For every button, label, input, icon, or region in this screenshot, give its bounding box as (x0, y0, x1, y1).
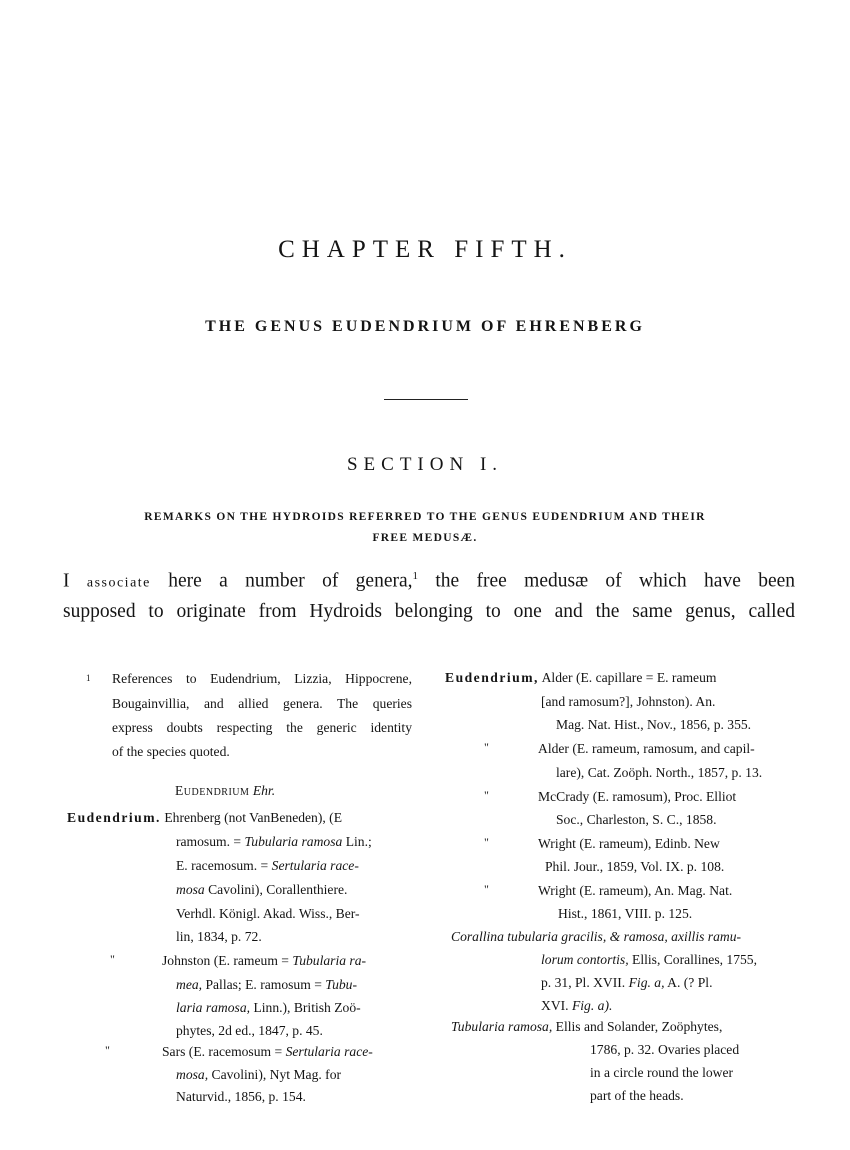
left-e2-l2c: Tubu- (325, 977, 357, 992)
section-subtitle-line2: FREE MEDUSÆ. (372, 532, 478, 544)
right-entry7-line3: in a circle round the lower (590, 1065, 734, 1080)
right-entry2-line2: lare), Cat. Zoöph. North., 1857, p. 13. (556, 765, 763, 780)
right-ditto-3: " (484, 835, 489, 849)
left-e3-l1a: Sars (E. racemosum = (162, 1044, 283, 1059)
left-entry1-line3 (176, 857, 359, 875)
section-subtitle-line1: REMARKS ON THE HYDROIDS REFERRED TO THE GENUS EUDENDRIUM AND THEIR (144, 511, 706, 523)
right-e6-l4a: XVI. (541, 998, 569, 1013)
left-e3-l2a: mosa, (176, 1067, 209, 1082)
body-line-1-end: the free medusæ of which have been (418, 570, 796, 592)
body-line-2: supposed to originate from Hydroids belonging to one and the same genus, called (63, 601, 795, 622)
right-ditto-1: " (484, 740, 489, 754)
body-smallcaps: associate (86, 575, 151, 591)
right-e6-l2b: Ellis, Corallines, 1755, (632, 952, 757, 967)
right-ditto-2: " (484, 788, 489, 802)
right-e6-l4b: Fig. a). (571, 998, 613, 1013)
right-e7-l1b: Ellis and Solander, Zoöphytes, (555, 1019, 723, 1034)
heading-author: Ehr. (252, 783, 276, 798)
left-entry1-line5: Verhdl. Königl. Akad. Wiss., Ber- (176, 906, 360, 921)
right-entry7-line1 (451, 1018, 722, 1036)
right-entry1-line1 (445, 669, 716, 687)
right-entry5-line2: Hist., 1861, VIII. p. 125. (558, 906, 693, 921)
left-entry1-line2 (176, 833, 372, 851)
left-e1-l3b: Sertularia race- (271, 858, 359, 873)
right-entry5-line1: Wright (E. rameum), An. Mag. Nat. (538, 883, 733, 898)
body-line-1-text: here a number of genera, (150, 570, 413, 592)
left-entry3-line3: Naturvid., 1856, p. 154. (176, 1089, 306, 1104)
left-e2-l2b: Pallas; E. ramosum = (205, 977, 322, 992)
left-entry2-line2 (176, 976, 357, 994)
footnote-intro-line4: of the species quoted. (112, 744, 230, 759)
footnote-intro-line1: References to Eudendrium, Lizzia, Hippocrene, (112, 671, 412, 686)
right-e6-l3c: A. (? Pl. (667, 975, 713, 990)
left-e1-l4a: mosa (176, 882, 205, 897)
left-e1-l2c: Lin.; (345, 834, 372, 849)
footnote-heading (175, 782, 275, 800)
right-entry6-line2 (541, 951, 757, 969)
left-entry1-line6: lin, 1834, p. 72. (176, 929, 262, 944)
right-e6-l3b: Fig. a, (628, 975, 665, 990)
left-entry1-line1 (67, 809, 342, 827)
right-e6-l3a: p. 31, Pl. XVII. (541, 975, 626, 990)
footnote-intro-line2: Bougainvillia, and allied genera. The queries (112, 696, 412, 711)
right-ditto-4: " (484, 882, 489, 896)
footnote-marker: 1 (86, 673, 91, 683)
right-entry6-line3 (541, 974, 712, 992)
right-entry2-line1: Alder (E. rameum, ramosum, and capil- (538, 741, 755, 756)
left-entry2-line4: phytes, 2d ed., 1847, p. 45. (176, 1023, 323, 1038)
footnote-intro-line3: express doubts respecting the generic identity (112, 720, 412, 735)
right-entry3-line1: McCrady (E. ramosum), Proc. Elliot (538, 789, 737, 804)
right-entry4-line2: Phil. Jour., 1859, Vol. IX. p. 108. (545, 859, 725, 874)
left-entry3-line2 (176, 1066, 341, 1084)
left-ditto-2: " (105, 1043, 110, 1057)
left-e2-l1a: Johnston (E. rameum = (162, 953, 289, 968)
left-e2-l1b: Tubularia ra- (292, 953, 367, 968)
right-entry4-line1: Wright (E. rameum), Edinb. New (538, 836, 720, 851)
left-e1-l2a: ramosum. = (176, 834, 242, 849)
right-e6-l2a: lorum contortis, (541, 952, 629, 967)
left-entry2-line1 (162, 952, 366, 970)
left-entry3-line1 (162, 1043, 373, 1061)
right-entry1-line2: [and ramosum?], Johnston). An. (541, 694, 716, 709)
left-entry1-lead: Eudendrium. (67, 810, 161, 825)
left-entry1-text1: Ehrenberg (not VanBeneden), (E (164, 810, 343, 825)
divider-rule (384, 399, 468, 400)
body-initial: I (63, 570, 70, 592)
left-e2-l3b: Linn.), British Zoö- (253, 1000, 361, 1015)
left-entry1-line4 (176, 881, 347, 899)
right-entry3-line2: Soc., Charleston, S. C., 1858. (556, 812, 717, 827)
right-entry1-line3: Mag. Nat. Hist., Nov., 1856, p. 355. (556, 717, 752, 732)
left-e1-l2b: Tubularia ramosa (244, 834, 343, 849)
heading-genus: Eudendrium (175, 783, 250, 798)
left-entry2-line3 (176, 999, 361, 1017)
left-e2-l2a: mea, (176, 977, 203, 992)
body-line-1 (63, 570, 795, 593)
right-e6-l1a: Corallina tubularia gracilis, & ramosa, axillis ramu- (451, 929, 742, 944)
left-e3-l1b: Sertularia race- (285, 1044, 373, 1059)
right-entry7-line2: 1786, p. 32. Ovaries placed (590, 1042, 740, 1057)
chapter-subtitle: THE GENUS EUDENDRIUM OF EHRENBERG (205, 318, 645, 335)
right-e1-l1: Alder (E. capillare = E. rameum (541, 670, 717, 685)
left-e1-l3a: E. racemosum. = (176, 858, 269, 873)
left-e2-l3a: laria ramosa, (176, 1000, 251, 1015)
left-e1-l4b: Cavolini), Corallenthiere. (208, 882, 348, 897)
right-e7-l1a: Tubularia ramosa, (451, 1019, 553, 1034)
left-e3-l2b: Cavolini), Nyt Mag. for (211, 1067, 342, 1082)
footnote-reference: 1 (412, 570, 418, 582)
right-entry7-line4: part of the heads. (590, 1088, 684, 1103)
chapter-title: CHAPTER FIFTH. (278, 236, 572, 263)
right-entry1-lead: Eudendrium, (445, 670, 539, 685)
right-entry6-line4 (541, 997, 612, 1015)
left-ditto-1: " (110, 952, 115, 966)
section-title: SECTION I. (346, 454, 504, 475)
right-entry6-line1 (451, 928, 741, 946)
